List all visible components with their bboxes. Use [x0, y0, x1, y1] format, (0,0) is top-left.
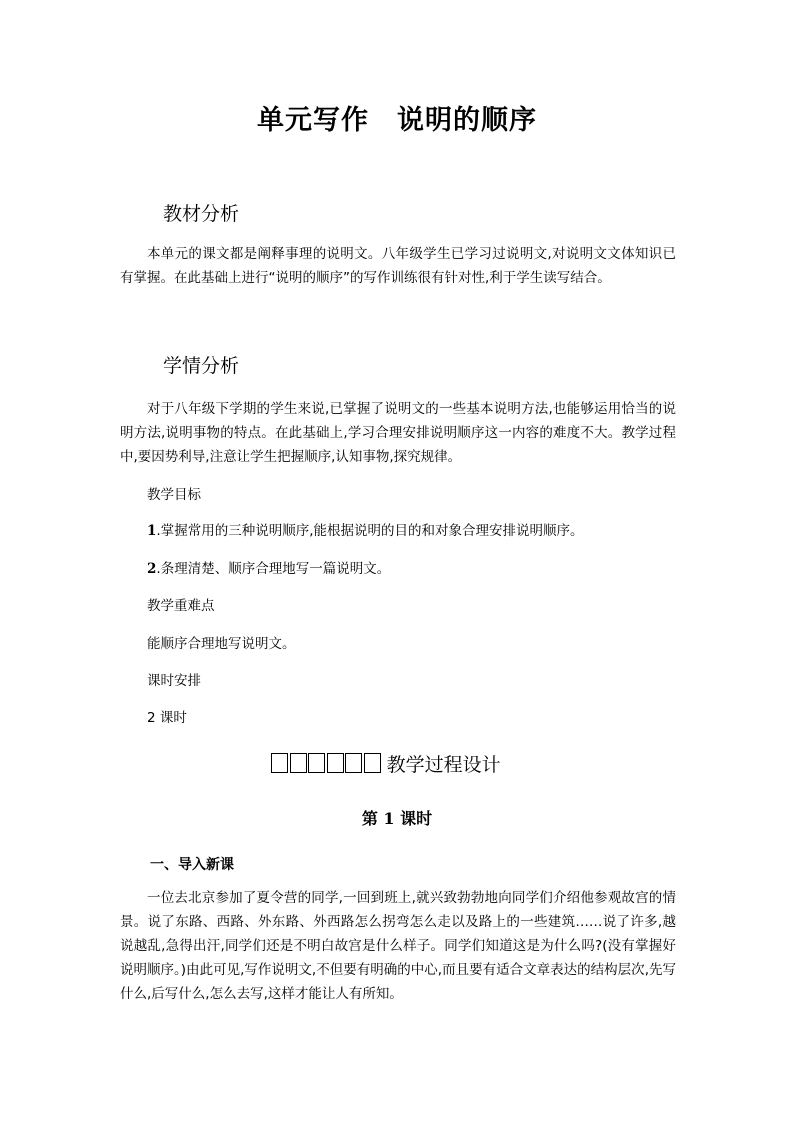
page-title: 单元写作 说明的顺序	[257, 105, 537, 136]
placeholder-box	[364, 753, 381, 773]
placeholder-box-row	[271, 753, 383, 773]
goal-item-number: 2	[147, 561, 157, 577]
paragraph-textbook-analysis: 本单元的课文都是阐释事理的说明文。八年级学生已学习过说明文,对说明文文体知识已有掌握。在此基础上进行“说明的顺序”的写作训练很有针对性,利于学生读写结合。	[120, 246, 676, 286]
heading-intro: 一、导入新课	[150, 857, 234, 873]
text-key-difficulty: 能顺序合理地写说明文。	[147, 636, 296, 652]
placeholder-box	[271, 753, 288, 773]
placeholder-box	[290, 753, 307, 773]
goal-item-2	[147, 559, 390, 579]
placeholder-box	[327, 753, 344, 773]
label-key-difficulty: 教学重难点	[147, 598, 215, 614]
heading-textbook-analysis: 教材分析	[163, 203, 240, 225]
process-design-title	[271, 749, 501, 777]
goal-item-text: .掌握常用的三种说明顺序,能根据说明的目的和对象合理安排说明顺序。	[156, 523, 584, 539]
placeholder-box	[308, 753, 325, 773]
process-design-label: 教学过程设计	[386, 753, 501, 776]
text-schedule: 2 课时	[147, 710, 187, 726]
paragraph-intro: 一位去北京参加了夏令营的同学,一回到班上,就兴致勃勃地向同学们介绍他参观故宫的情景。说了东路、西路、外东路、外西路怎么拐弯怎么走以及路上的一些建筑……说了许多,越说越乱,急得出汗,同学们还是不明白故宫是什么样子。同学们知道这是为什么吗?(没有掌握好说明顺序。)由此可见,写作说明文,不但要有明确的中心,而且要有适合文章表达的结构层次,先写什么,后写什么,怎么去写,这样才能让人有所知。	[120, 890, 676, 1002]
goal-item-number: 1	[147, 523, 157, 539]
label-schedule: 课时安排	[147, 673, 201, 689]
lesson-1-title: 第 1 课时	[361, 809, 433, 828]
goal-item-text: .条理清楚、顺序合理地写一篇说明文。	[156, 561, 391, 577]
placeholder-box	[345, 753, 362, 773]
heading-student-analysis: 学情分析	[163, 355, 240, 377]
label-teaching-goals: 教学目标	[147, 487, 201, 503]
goal-item-1	[147, 521, 584, 541]
paragraph-student-analysis: 对于八年级下学期的学生来说,已掌握了说明文的一些基本说明方法,也能够运用恰当的说明方法,说明事物的特点。在此基础上,学习合理安排说明顺序这一内容的难度不大。教学过程中,要因势利导,注意让学生把握顺序,认知事物,探究规律。	[120, 401, 676, 465]
